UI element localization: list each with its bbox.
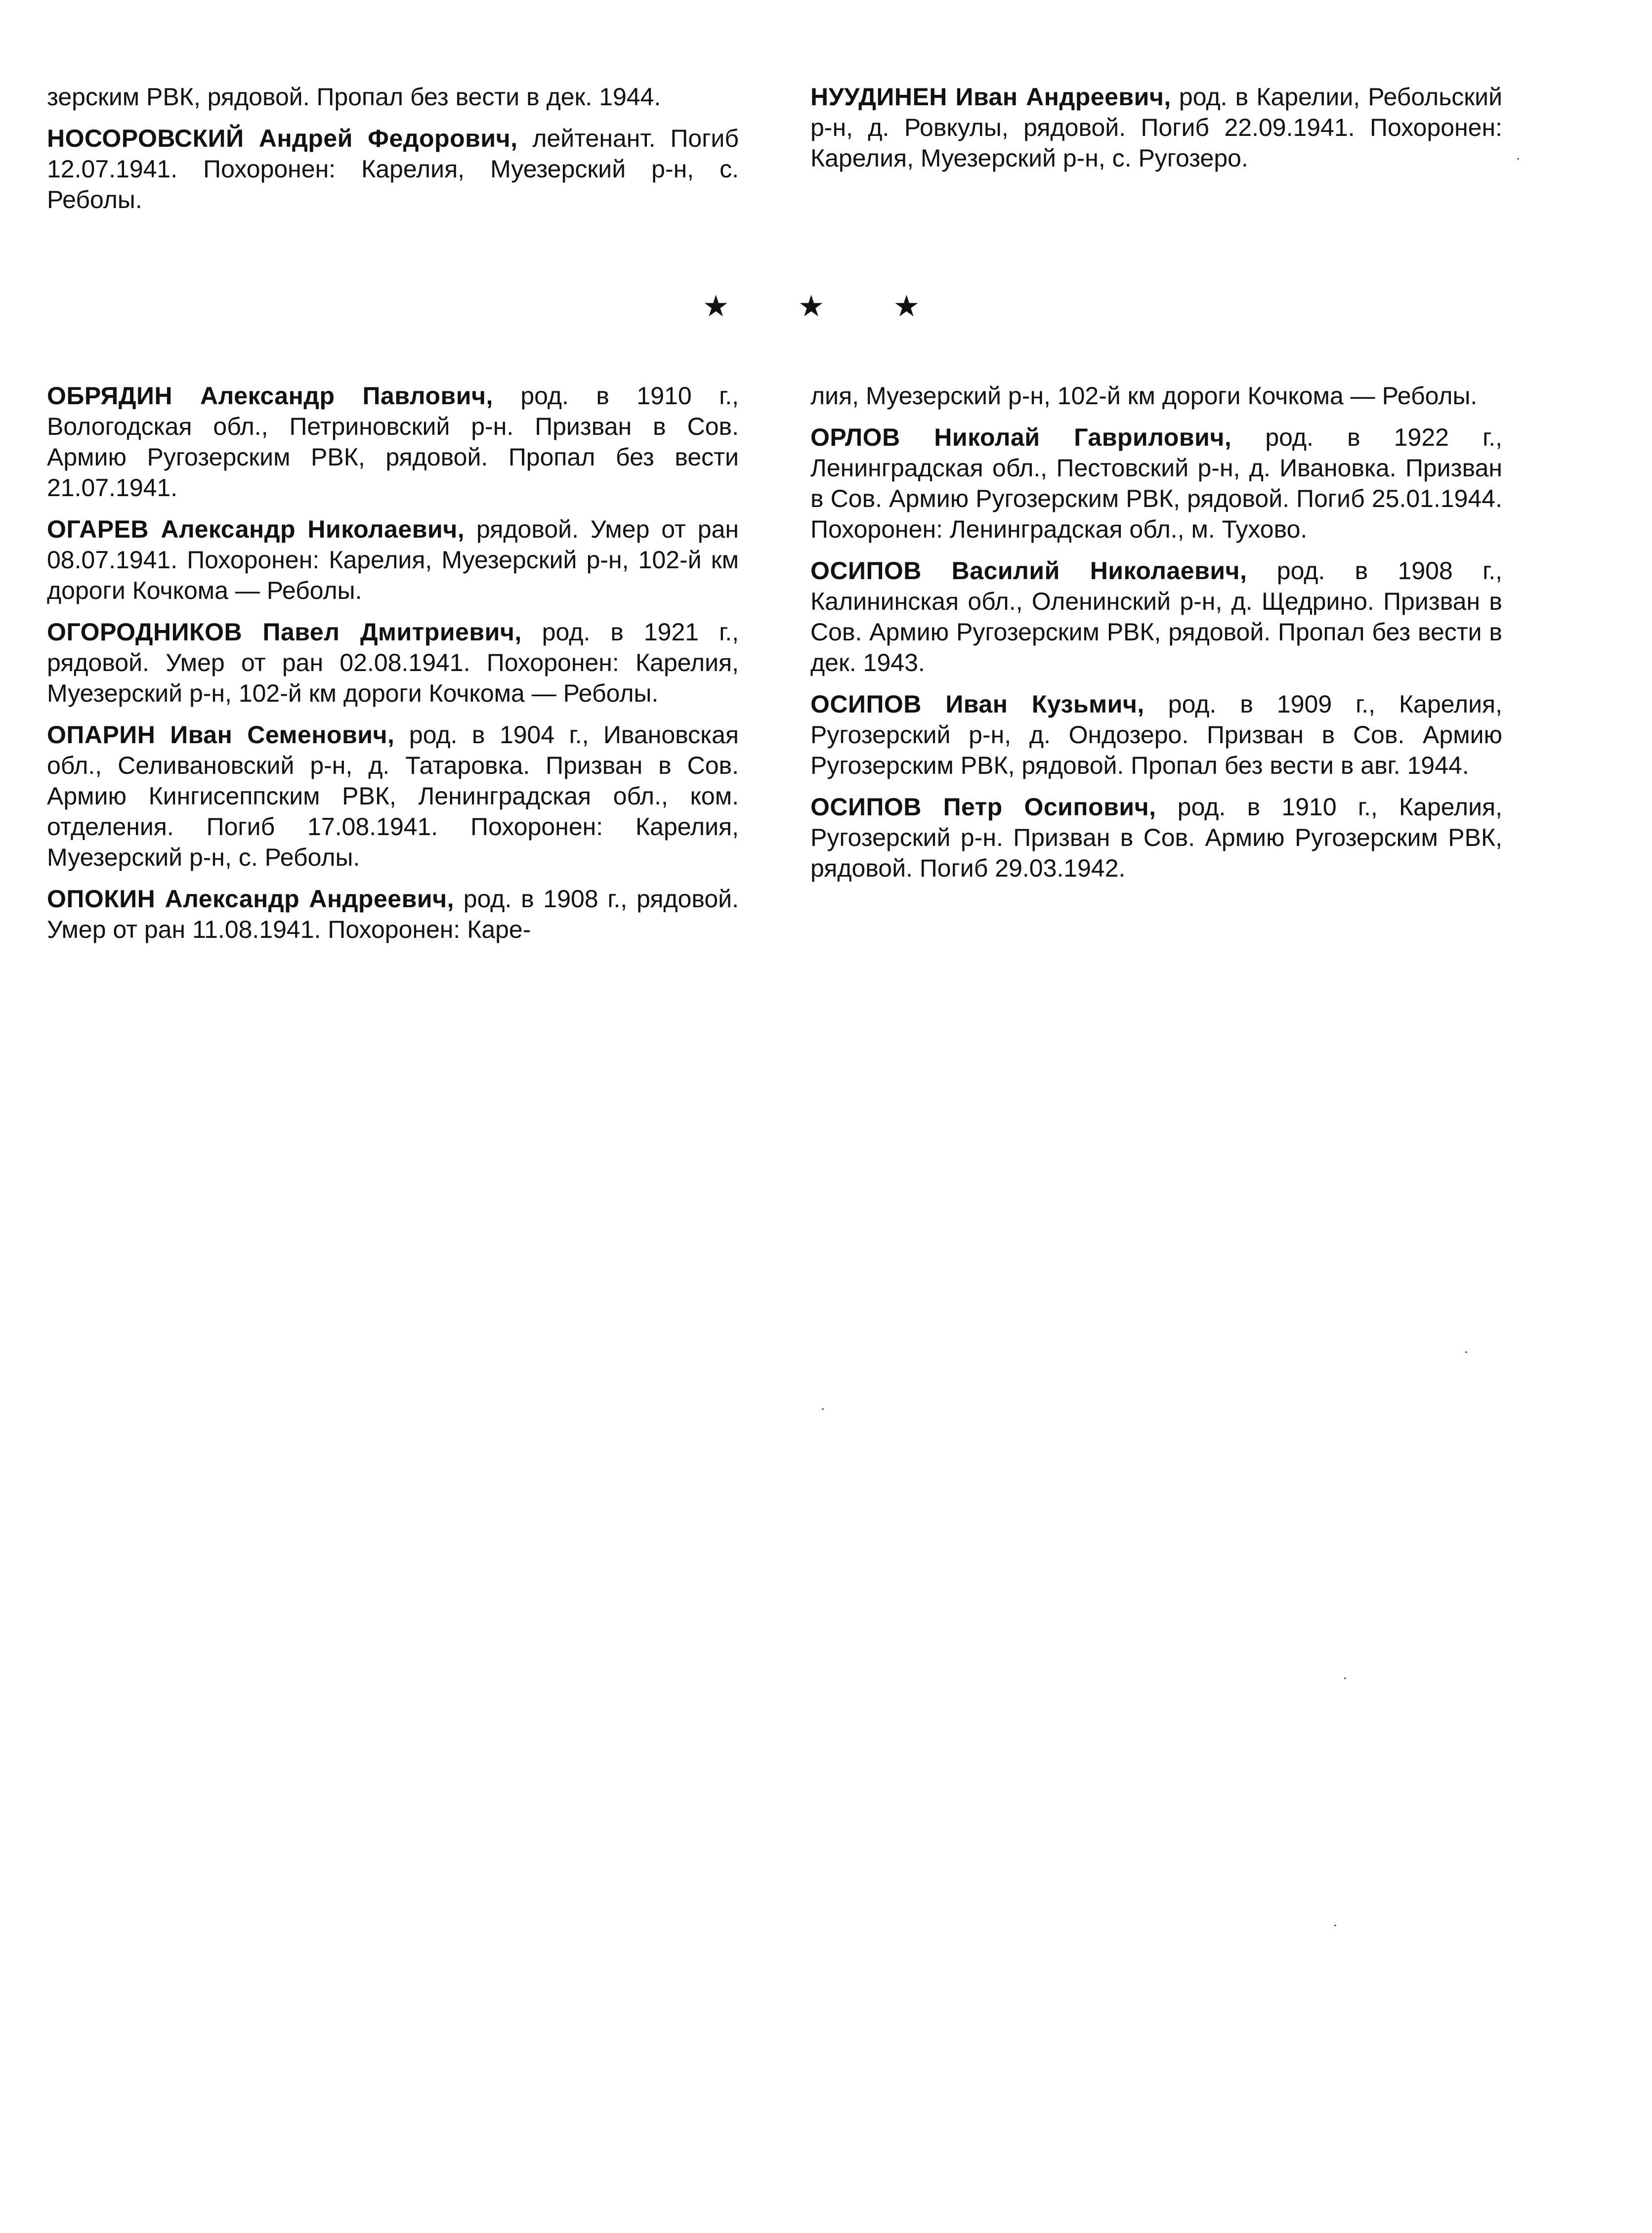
entry-obryadin	[47, 380, 739, 503]
entry-text: род. в 1910 г., Карелия, Ругозерский р-н. Призван в Сов. Армию Ругозерским РВК, рядовой. Погиб 29.03.1942.	[810, 793, 1502, 882]
entry-name: НОСОРОВСКИЙ Андрей Федорович,	[47, 125, 518, 152]
entry-name: НУУДИНЕН Иван Андреевич,	[810, 83, 1171, 111]
entry-name: ОРЛОВ Николай Гаврилович,	[810, 423, 1232, 451]
entry-text: род. в 1904 г., Ивановская обл., Селивановский р-н, д. Татаровка. Призван в Сов. Армию Кингисеппским РВК, Ленинградская обл., ком. отделения. Погиб 17.08.1941. Похоронен: Карелия, Муезерский р-н, с. Реболы.	[47, 721, 739, 871]
scan-speck	[822, 1408, 824, 1410]
continued-entry: лия, Муезерский р-н, 102-й км дороги Кочкома — Реболы.	[810, 382, 1478, 410]
entry-text: лейтенант. Погиб 12.07.1941. Похоронен: Карелия, Муезерский р-н, с. Реболы.	[47, 125, 739, 213]
entry-text: род. в 1921 г., рядовой. Умер от ран 02.08.1941. Похоронен: Карелия, Муезерский р-н, 102-й км дороги Кочкома — Реболы.	[47, 618, 739, 707]
entry-text: род. в 1908 г., рядовой. Умер от ран 11.08.1941. Похоронен: Каре-	[47, 885, 739, 943]
scan-speck	[1517, 158, 1519, 160]
bottom-right-column	[810, 380, 1502, 894]
entry-ogorodnikov	[47, 617, 739, 709]
entry-text: рядовой. Умер от ран 08.07.1941. Похоронен: Карелия, Муезерский р-н, 102-й км дороги Кочкома — Реболы.	[47, 515, 739, 604]
entry-name: ОПАРИН Иван Семенович,	[47, 721, 395, 749]
entry-nosorovsky	[47, 123, 739, 215]
entry-name: ОПОКИН Александр Андреевич,	[47, 885, 454, 913]
entry-nuudinen	[810, 82, 1502, 173]
entry-name: ОГАРЕВ Александр Николаевич,	[47, 515, 465, 543]
entry-text: род. в 1909 г., Карелия, Ругозерский р-н, д. Ондозеро. Призван в Сов. Армию Ругозерским РВК, рядовой. Пропал без вести в авг. 1944.	[810, 690, 1502, 779]
entry-orlov	[810, 422, 1502, 545]
top-left-column	[47, 82, 739, 226]
entry-text: род. в 1908 г., Калининская обл., Оленинский р-н, д. Щедрино. Призван в Сов. Армию Ругозерским РВК, рядовой. Пропал без вести в дек. 1943.	[810, 557, 1503, 676]
entry-text: род. в Карелии, Ребольский р-н, д. Ровкулы, рядовой. Погиб 22.09.1941. Похоронен: Карелия, Муезерский р-н, с. Ругозеро.	[810, 83, 1502, 172]
entry-osipov-ivan	[810, 689, 1502, 781]
entry-name: ОСИПОВ Петр Осипович,	[810, 793, 1156, 821]
scan-speck	[1334, 1925, 1336, 1926]
continued-entry: зерским РВК, рядовой. Пропал без вести в дек. 1944.	[47, 83, 661, 111]
entry-opokin	[47, 884, 739, 945]
scan-speck	[1344, 1678, 1346, 1679]
entry-name: ОГОРОДНИКОВ Павел Дмитриевич,	[47, 618, 522, 646]
entry-ogarev	[47, 514, 739, 606]
entry-name: ОСИПОВ Василий Николаевич,	[810, 557, 1247, 585]
entry-oparin	[47, 719, 739, 873]
scan-speck	[1465, 1351, 1467, 1353]
entry-osipov-petr	[810, 792, 1502, 884]
entry-name: ОСИПОВ Иван Кузьмич,	[810, 690, 1144, 718]
entry-osipov-vasily	[810, 555, 1502, 678]
entry-text: род. в 1910 г., Вологодская обл., Петриновский р-н. Призван в Сов. Армию Ругозерским РВК, рядовой. Пропал без вести 21.07.1941.	[47, 382, 739, 502]
section-separator-stars: ★ ★ ★	[702, 289, 950, 324]
entry-text: род. в 1922 г., Ленинградская обл., Пестовский р-н, д. Ивановка. Призван в Сов. Армию Ругозерским РВК, рядовой. Погиб 25.01.1944. Похоронен: Ленинградская обл., м. Тухово.	[810, 423, 1502, 543]
top-right-column	[810, 82, 1502, 184]
bottom-left-column	[47, 380, 739, 956]
entry-name: ОБРЯДИН Александр Павлович,	[47, 382, 493, 410]
